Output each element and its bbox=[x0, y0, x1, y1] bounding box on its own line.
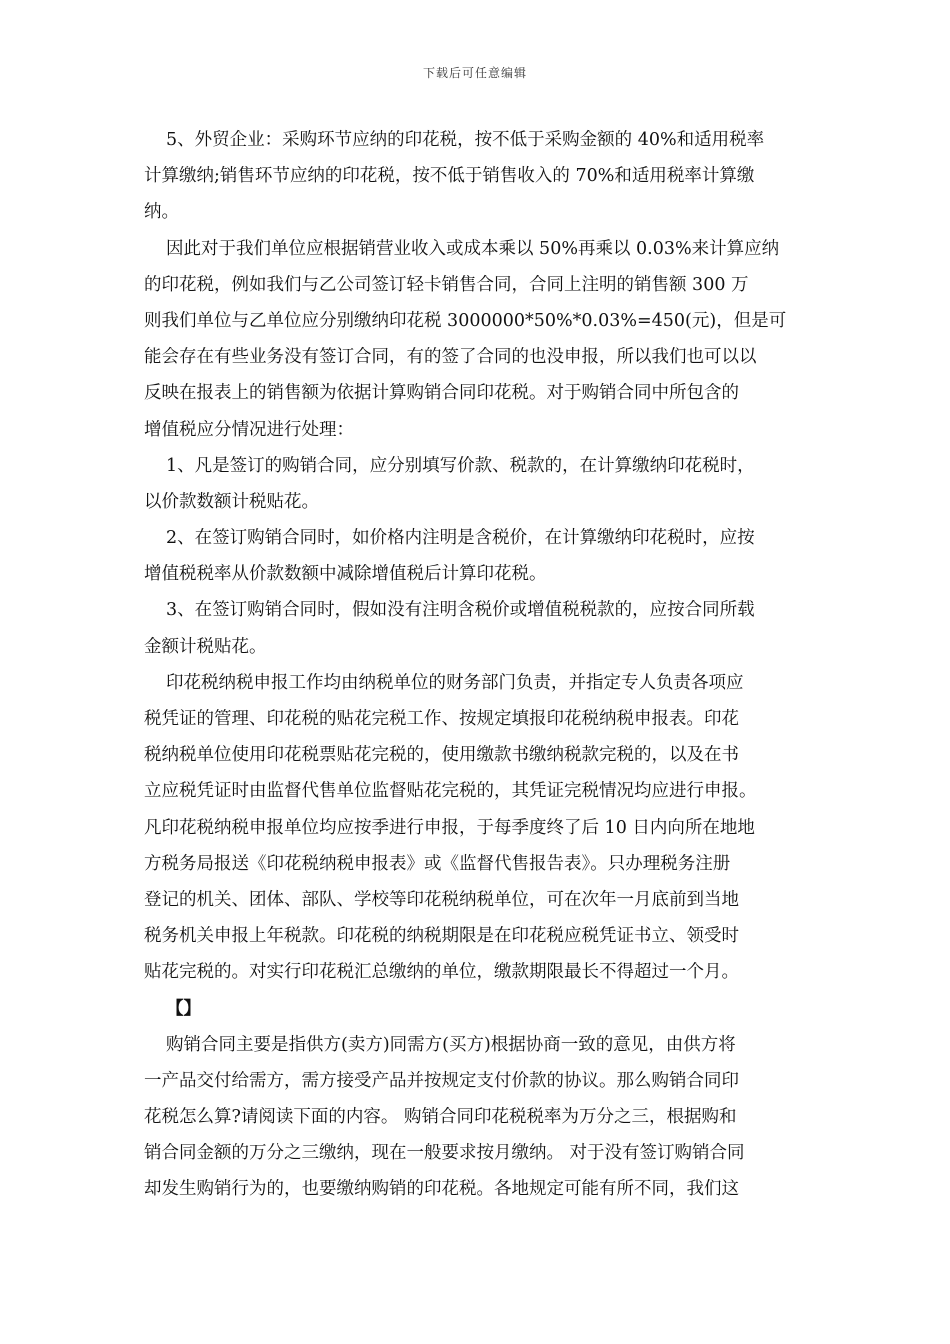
text-line: 立应税凭证时由监督代售单位监督贴花完税的，其凭证完税情况均应进行申报。 bbox=[144, 781, 757, 802]
text-line: 因此对于我们单位应根据销营业收入或成本乘以 50%再乘以 0.03%来计算应纳 bbox=[166, 238, 780, 259]
text-line: 花税怎么算?请阅读下面的内容。 购销合同印花税税率为万分之三，根据购和 bbox=[144, 1107, 737, 1128]
text-line: 纳。 bbox=[144, 202, 179, 223]
text-line: 则我们单位与乙单位应分别缴纳印花税 3000000*50%*0.03%=450(元)，但是可 bbox=[144, 310, 787, 331]
text-line: 计算缴纳;销售环节应纳的印花税，按不低于销售收入的 70%和适用税率计算缴 bbox=[144, 166, 755, 187]
text-line: 税务机关申报上年税款。印花税的纳税期限是在印花税应税凭证书立、领受时 bbox=[144, 926, 739, 947]
text-line: 增值税税率从价款数额中减除增值税后计算印花税。 bbox=[144, 564, 547, 585]
text-line: 却发生购销行为的，也要缴纳购销的印花税。各地规定可能有所不同，我们这 bbox=[144, 1179, 739, 1200]
text-line: 贴花完税的。对实行印花税汇总缴纳的单位，缴款期限最长不得超过一个月。 bbox=[144, 962, 739, 983]
text-line: 以价款数额计税贴花。 bbox=[144, 491, 319, 512]
text-line: 税纳税单位使用印花税票贴花完税的，使用缴款书缴纳税款完税的，以及在书 bbox=[144, 745, 739, 766]
text-line: 金额计税贴花。 bbox=[144, 636, 267, 657]
text-line: 凡印花税纳税申报单位均应按季进行申报，于每季度终了后 10 日内向所在地地 bbox=[144, 817, 755, 838]
text-line: 反映在报表上的销售额为依据计算购销合同印花税。对于购销合同中所包含的 bbox=[144, 383, 739, 404]
text-line: 印花税纳税申报工作均由纳税单位的财务部门负责，并指定专人负责各项应 bbox=[166, 672, 744, 693]
text-line: 登记的机关、团体、部队、学校等印花税纳税单位，可在次年一月底前到当地 bbox=[144, 889, 739, 910]
document-body bbox=[144, 122, 824, 1208]
text-line: 销合同金额的万分之三缴纳，现在一般要求按月缴纳。 对于没有签订购销合同 bbox=[144, 1143, 745, 1164]
text-line: 能会存在有些业务没有签订合同，有的签了合同的也没申报，所以我们也可以以 bbox=[144, 347, 757, 368]
text-line: 税凭证的管理、印花税的贴花完税工作、按规定填报印花税纳税申报表。印花 bbox=[144, 709, 739, 729]
section-bracket: 【】 bbox=[166, 998, 201, 1019]
text-line: 增值税应分情况进行处理： bbox=[144, 419, 354, 440]
text-line: 1、凡是签订的购销合同，应分别填写价款、税款的，在计算缴纳印花税时， bbox=[166, 455, 755, 476]
text-line: 的印花税，例如我们与乙公司签订轻卡销售合同，合同上注明的销售额 300 万 bbox=[144, 274, 749, 295]
text-line: 购销合同主要是指供方(卖方)同需方(买方)根据协商一致的意见，由供方将 bbox=[166, 1034, 736, 1055]
text-line: 一产品交付给需方，需方接受产品并按规定支付价款的协议。那么购销合同印 bbox=[144, 1070, 739, 1091]
text-line: 方税务局报送《印花税纳税申报表》或《监督代售报告表》。只办理税务注册 bbox=[144, 853, 731, 874]
text-line: 5、外贸企业：采购环节应纳的印花税，按不低于采购金额的 40%和适用税率 bbox=[166, 130, 765, 150]
text-line: 2、在签订购销合同时，如价格内注明是含税价，在计算缴纳印花税时，应按 bbox=[166, 528, 755, 549]
header-note: 下载后可任意编辑 bbox=[422, 66, 527, 80]
text-line: 3、在签订购销合同时，假如没有注明含税价或增值税税款的，应按合同所载 bbox=[166, 600, 755, 621]
